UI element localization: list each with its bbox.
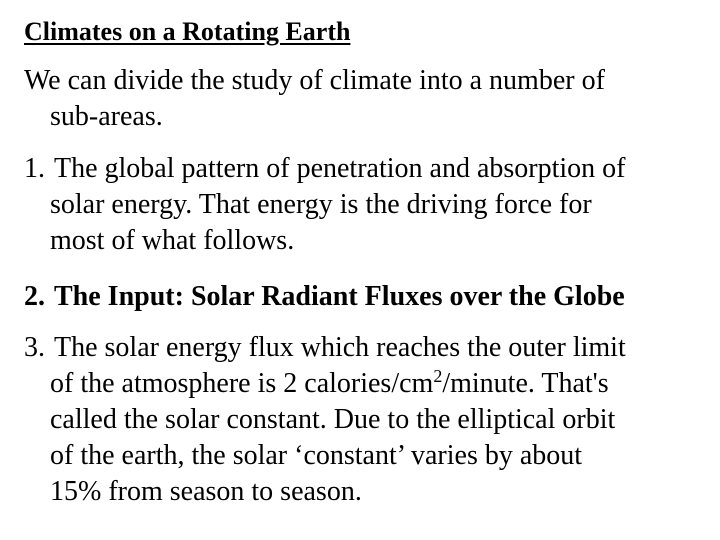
list-item-3-line-2-a: of the atmosphere is 2 calories/cm (50, 368, 434, 399)
list-item-3-line-2 (24, 366, 626, 402)
superscript-2: 2 (433, 366, 443, 386)
list-item-2-number: 2. (24, 281, 45, 312)
list-item-1-line-3: most of what follows. (50, 225, 295, 256)
list-item-2-line-1: The Input: Solar Radiant Fluxes over the Globe (54, 281, 625, 312)
list-item-3-line-2-b: /minute. That's (442, 368, 609, 399)
list-item-1 (24, 151, 625, 259)
list-item-3-line-4: of the earth, the solar ‘constant’ varies by about (50, 440, 583, 471)
list-item-3-line-5: 15% from season to season. (50, 476, 362, 507)
slide-title: Climates on a Rotating Earth (24, 17, 351, 46)
list-item-1-number: 1. (24, 153, 45, 184)
intro-line-2: sub-areas. (50, 101, 163, 132)
intro-line-1: We can divide the study of climate into a number of (24, 65, 605, 96)
list-item-3-line-1: The solar energy flux which reaches the outer limit (54, 332, 626, 363)
list-item-1-line-2: solar energy. That energy is the driving force for (50, 189, 592, 220)
list-item-3-line-3: called the solar constant. Due to the elliptical orbit (50, 404, 616, 435)
list-item-3-number: 3. (24, 332, 45, 363)
list-item-1-line-1: The global pattern of penetration and absorption of (54, 153, 626, 184)
intro-paragraph (24, 63, 605, 135)
list-item-3 (24, 330, 626, 510)
list-item-2 (24, 279, 625, 315)
